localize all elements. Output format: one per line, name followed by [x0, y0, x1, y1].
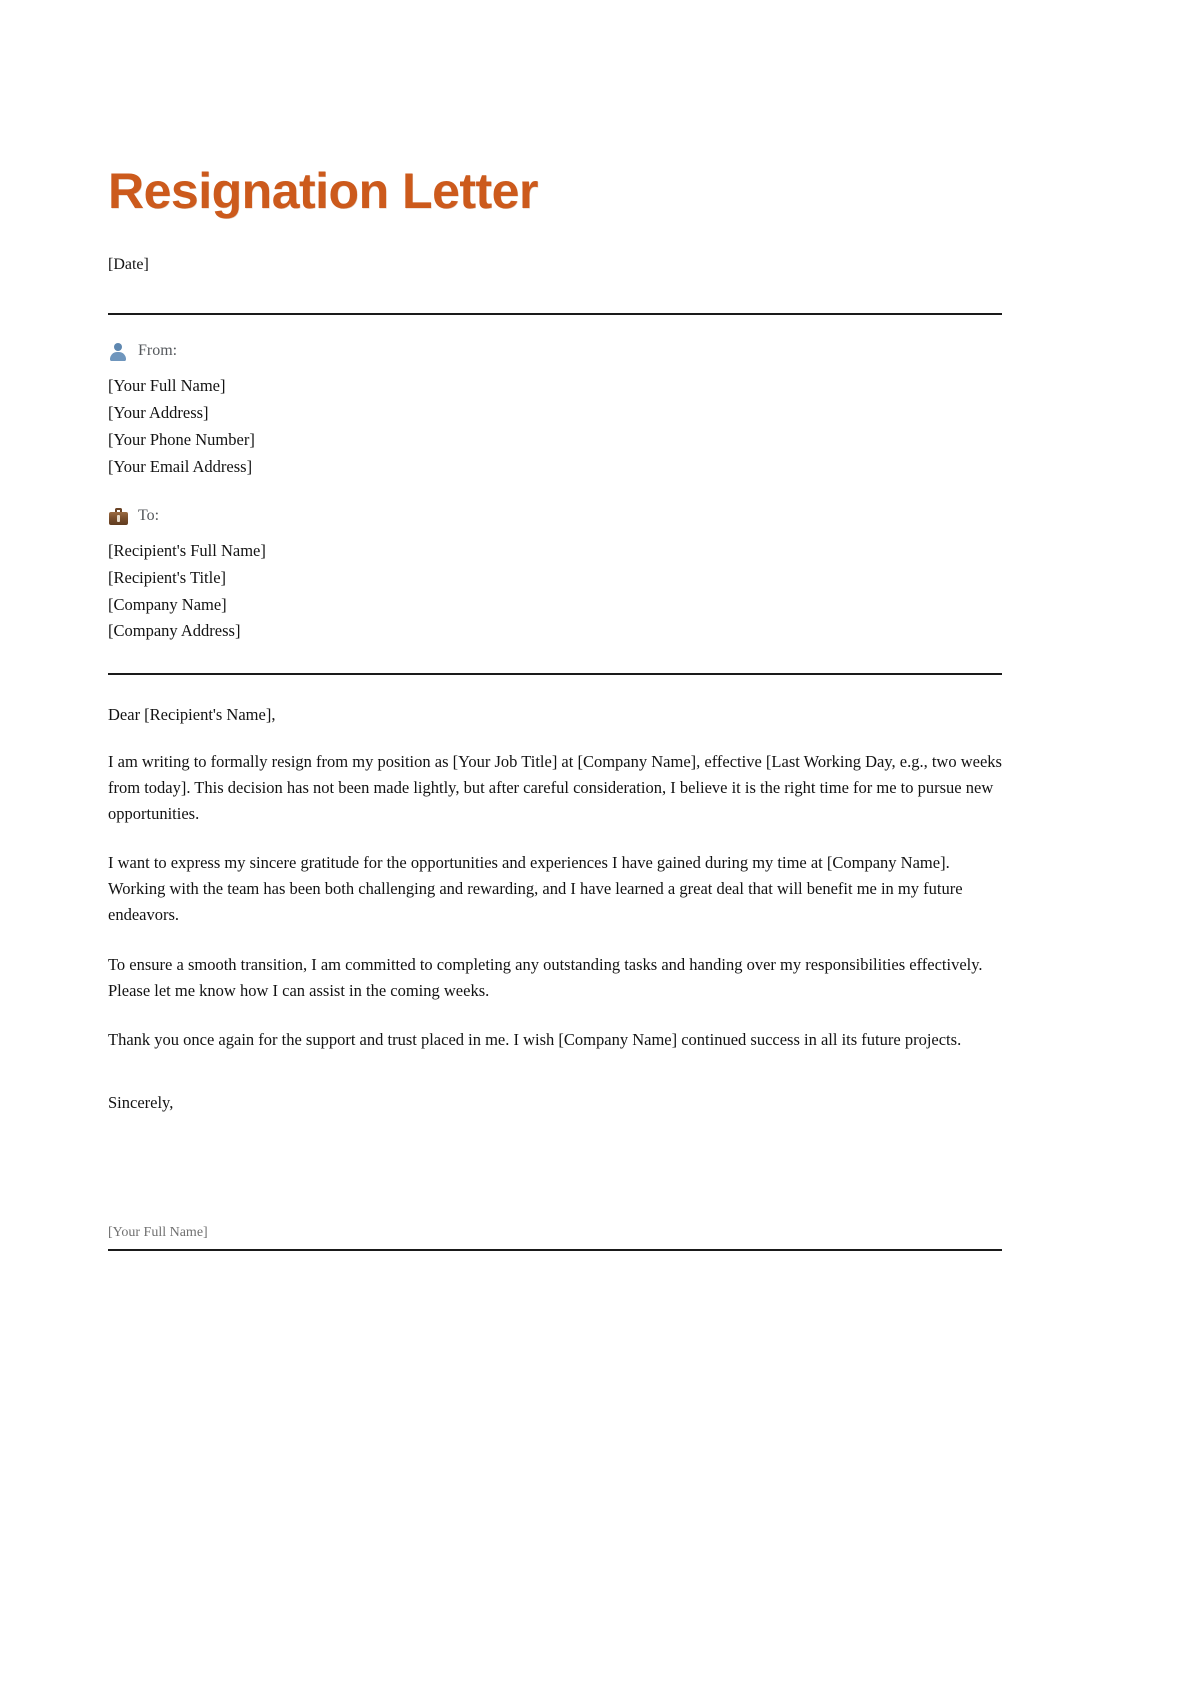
sender-block: [108, 315, 1002, 480]
sender-email: [Your Email Address]: [108, 456, 253, 476]
sender-name: [Your Full Name]: [108, 376, 226, 396]
signature-block: [108, 1113, 1002, 1251]
briefcase-icon: [108, 506, 128, 526]
sender-label: From:: [138, 342, 178, 360]
sender-address: [Your Address]: [108, 403, 209, 423]
recipient-label: To:: [138, 507, 160, 525]
body-paragraph-3: To ensure a smooth transition, I am committed to completing any outstanding tasks and handing over my responsibilities effectively. Please let me know how I can assist in the coming weeks.: [108, 954, 983, 1000]
recipient-address: [Company Address]: [108, 621, 241, 641]
page-title: Resignation Letter: [108, 163, 538, 219]
letter-body: [108, 675, 1002, 1113]
person-bust-icon: [108, 341, 128, 361]
recipient-header: [108, 480, 1002, 526]
salutation: Dear [Recipient's Name],: [108, 705, 276, 725]
recipient-lines: [108, 526, 1002, 645]
sender-phone: [Your Phone Number]: [108, 429, 255, 449]
recipient-block: [108, 480, 1002, 645]
recipient-title: [Recipient's Title]: [108, 568, 227, 587]
divider-bottom: [108, 1249, 1002, 1251]
body-paragraph-1: I am writing to formally resign from my position as [Your Job Title] at [Company Name], effective [Last Working Day, e.g., two weeks from today]. This decision has not been made lightly, but after careful consideration, I believe it is the right time for me to pursue new opportunities.: [108, 752, 1002, 824]
body-paragraph-4: Thank you once again for the support and trust placed in me. I wish [Company Name] continued success in all its future projects.: [108, 1029, 962, 1049]
signature-name: [Your Full Name]: [108, 1224, 208, 1240]
sender-header: [108, 315, 1002, 361]
recipient-name: [Recipient's Full Name]: [108, 541, 266, 561]
sender-lines: [108, 361, 1002, 480]
recipient-company: [Company Name]: [108, 594, 227, 614]
body-paragraph-2: I want to express my sincere gratitude for the opportunities and experiences I have gained during my time at [Company Name]. Working with the team has been both challenging and rewarding, and I have learned a great deal that will benefit me in my future endeavors.: [108, 853, 963, 925]
date-placeholder: [Date]: [108, 255, 149, 273]
closing-line: Sincerely,: [108, 1092, 174, 1112]
letter-content: [108, 0, 1002, 1251]
